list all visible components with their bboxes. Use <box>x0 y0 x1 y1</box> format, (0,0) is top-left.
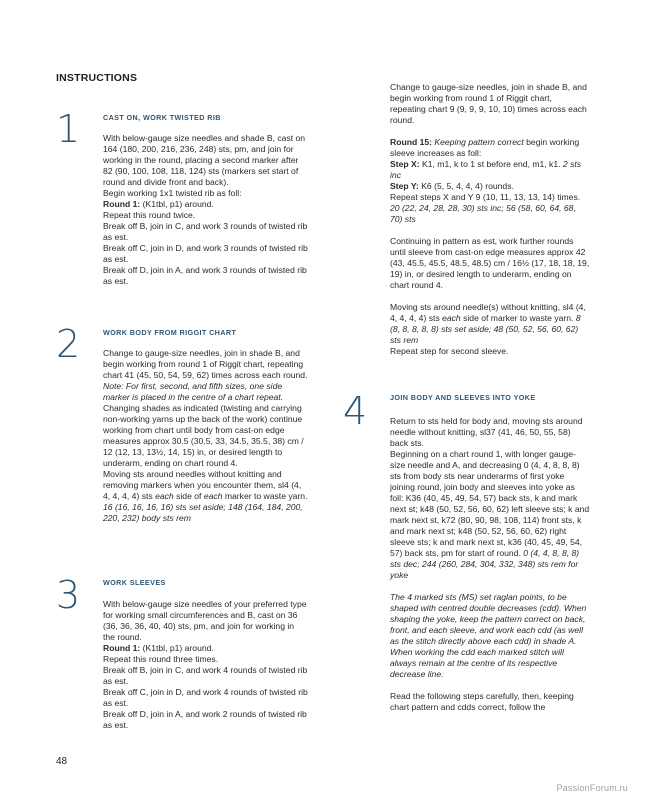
emphasis: each <box>442 313 461 323</box>
result-text: 0 (4, 4, 8, 8, 8) sts dec; 244 (260, 284, 304, 332, 348) sts rem for yoke <box>390 548 580 580</box>
paragraph: Repeat step for second sleeve. <box>390 346 509 356</box>
paragraph: Break off D, join in A, and work 3 rounds of twisted rib as est. <box>103 265 307 286</box>
paragraph: Return to sts held for body and, moving sts around needle without knitting, sl37 (41, 46, 50, 55, 58) back sts. <box>390 416 583 448</box>
round-label: Round 1: <box>103 643 141 653</box>
step-line <box>390 159 590 181</box>
round-text: (K1tbl, p1) around. <box>140 199 214 209</box>
round-line <box>103 643 308 654</box>
step-number: 1 <box>56 107 81 151</box>
paragraph: Break off C, join in D, and work 3 rounds of twisted rib as est. <box>103 243 308 264</box>
text: Moving sts around needles without knitting and removing markers when you encounter them, sl4 (4, 4, 4, 4, 4) sts <box>103 469 302 501</box>
text: begin working sleeve increases as foll: <box>390 137 580 158</box>
paragraph: Change to gauge-size needles, join in shade B, and begin working from round 1 of Riggit chart, repeating chart 9 (9, 9, 9, 10, 10) times across each round. <box>390 82 587 125</box>
step-number: 3 <box>56 573 81 617</box>
step-label: Step X: <box>390 159 420 169</box>
paragraph: Repeat this round twice. <box>103 210 196 220</box>
paragraph <box>103 348 308 403</box>
round-text: (K1tbl, p1) around. <box>140 643 214 653</box>
paragraph: Break off D, join in A, and work 2 rounds of twisted rib as est. <box>103 709 307 730</box>
text: K1, m1, k to 1 st before end, m1, k1. <box>419 159 563 169</box>
text: marker to waste yarn. <box>222 491 308 501</box>
emphasis: Keeping pattern correct <box>432 137 524 147</box>
round-label: Round 15: <box>390 137 433 147</box>
right-column <box>390 82 590 357</box>
step-number: 4 <box>343 389 368 433</box>
note-paragraph: The 4 marked sts (MS) set raglan points, to be shaped with centred double decreases (cdd). When shaping the yoke, keep the pattern correct on back, front, and each sleeve, and work each cdd (as well as the stitch directly above each cdd) in shade A. When working the cdd each marked stitch will always remain at the centre of its respective decrease line. <box>390 592 587 679</box>
step-title: WORK SLEEVES <box>103 578 166 587</box>
paragraph: Begin working 1x1 twisted rib as foll: <box>103 188 242 198</box>
step-line <box>390 181 590 192</box>
text: side of <box>173 491 204 501</box>
step-body <box>103 599 308 731</box>
result-text: 16 (16, 16, 16, 16) sts set aside; 148 (164, 184, 200, 220, 232) body sts rem <box>103 502 303 523</box>
round-label: Round 1: <box>103 199 141 209</box>
paragraph: Break off B, join in C, and work 3 rounds of twisted rib as est. <box>103 221 308 242</box>
paragraph <box>390 449 590 581</box>
emphasis: each <box>203 491 223 501</box>
result-text: 20 (22, 24, 28, 28, 30) sts inc; 56 (58, 60, 64, 68, 70) sts <box>390 203 576 224</box>
paragraph: Repeat this round three times. <box>103 654 219 664</box>
text: Beginning on a chart round 1, with longer gauge-size needle and A, and decreasing 0 (4, 4, 8, 8, 8) sts from body sts near underarms of first yoke joining round, join body and sleeves into yoke as foll: K36 (40, 45, 49, 54, 57) back sts, k and mark next st; k48 (50, 52, 56, 60, 62) left sleeve sts; k and mark next st, k72 (80, 90, 98, 108, 114) front sts, k and mark next st; k48 (50, 52, 56, 60, 62) right sleeve sts; k and mark next st, k36 (40, 45, 49, 54, 57) back sts, pm for start of round. <box>390 449 590 558</box>
step-body <box>390 416 590 713</box>
paragraph: With below-gauge size needles of your preferred type for working small circumferences and B, cast on 36 (36, 36, 36, 40, 40) sts, pm, and join for working in the round. <box>103 599 307 642</box>
paragraph: With below-gauge size needles and shade B, cast on 164 (180, 200, 216, 236, 248) sts, pm, and join for working in the round, placing a second marker after 82 (90, 100, 108, 118, 124) sts (markers set start of round and divide front and back). <box>103 133 306 187</box>
emphasis: each <box>155 491 174 501</box>
round-line <box>103 199 308 210</box>
step-title: WORK BODY FROM RIGGIT CHART <box>103 328 237 337</box>
text: side of marker to waste yarn. <box>460 313 576 323</box>
round-line <box>390 137 590 159</box>
note-text: Note: For first, second, and fifth sizes, one side marker is placed in the centre of a chart repeat. <box>103 381 284 402</box>
paragraph: Break off C, join in D, and work 4 rounds of twisted rib as est. <box>103 687 308 708</box>
result-text: 2 sts inc <box>390 159 582 180</box>
page-heading: INSTRUCTIONS <box>56 72 138 84</box>
paragraph: Break off B, join in C, and work 4 rounds of twisted rib as est. <box>103 665 308 686</box>
paragraph: Read the following steps carefully, then, keeping chart pattern and cdds correct, follow the <box>390 691 574 712</box>
text: K6 (5, 5, 4, 4, 4) rounds. <box>418 181 514 191</box>
step-number: 2 <box>56 322 81 366</box>
step-title: JOIN BODY AND SLEEVES INTO YOKE <box>390 393 536 402</box>
paragraph: Changing shades as indicated (twisting and carrying non-working yarns up the back of the work) continue working from chart until body from cast-on edge measures approx 30.5 (30.5, 33, 34.5, 35.5, 38) cm / 12 (12, 13, 13½, 14, 15) in, or desired length to underarm, ending on chart round 4. <box>103 403 304 468</box>
result-text: 8 (8, 8, 8, 8, 8) sts set aside; 48 (50, 52, 56, 60, 62) sts rem <box>390 313 581 345</box>
step-title: CAST ON, WORK TWISTED RIB <box>103 113 221 122</box>
text: Repeat steps X and Y 9 (10, 11, 13, 13, 14) times. <box>390 192 581 202</box>
paragraph <box>390 192 590 225</box>
paragraph <box>390 302 590 346</box>
text: Moving sts around needle(s) without knitting, sl4 (4, 4, 4, 4, 4) sts <box>390 302 586 323</box>
step-body <box>103 348 308 524</box>
paragraph: Continuing in pattern as est, work further rounds until sleeve from cast-on edge measures approx 42 (43, 45.5, 45.5, 48.5, 48.5) cm / 16½ (17, 18, 18, 19, 19) in, or desired length to underarm, ending on chart round 4. <box>390 236 590 290</box>
text: Change to gauge-size needles, join in shade B, and begin working from round 1 of Riggit chart, repeating chart 41 (45, 50, 54, 59, 62) times across each round. <box>103 348 308 380</box>
step-label: Step Y: <box>390 181 419 191</box>
watermark: PassionForum.ru <box>556 783 628 793</box>
page-number: 48 <box>56 756 68 767</box>
step-body <box>103 133 308 287</box>
paragraph <box>103 469 308 524</box>
